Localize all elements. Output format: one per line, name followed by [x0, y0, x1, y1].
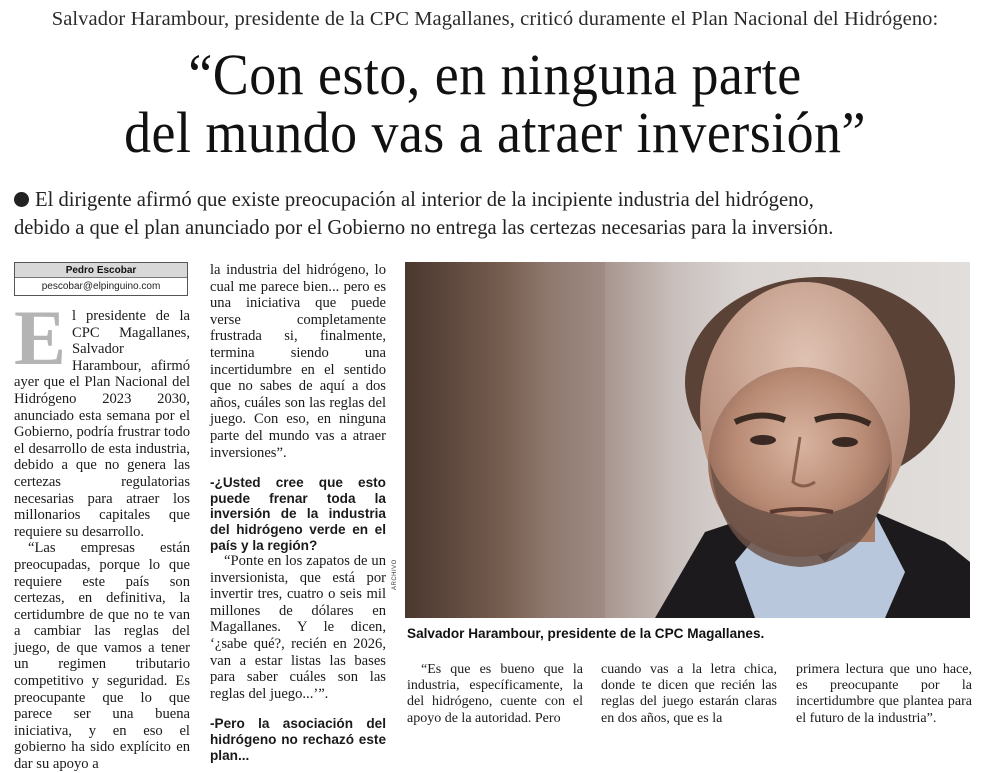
headline-line-1: “Con esto, en ninguna parte [188, 42, 802, 107]
portrait-photo [405, 262, 970, 618]
deck [14, 186, 980, 242]
column-5 [796, 662, 972, 727]
kicker: Salvador Harambour, presidente de la CPC Magallanes, criticó duramente el Plan Nacional del Hidrógeno: [51, 8, 939, 30]
paragraph-2: “Las empresas están preocupadas, porque lo que requiere este país son certezas, en definitiva, la certidumbre de que no te van a cambiar las reglas del juego, de que vamos a tener un regimen tributario competitivo y seguridad. Es preocupante que lo que parece ser una buena iniciativa, y en eso el gobierno ha sido explícito en dar su apoyo a [14, 540, 190, 773]
author-email: pescobar@elpinguino.com [41, 281, 161, 292]
deck-line-2: debido a que el plan anunciado por el Gobierno no entrega las certezas necesarias para la inversión. [14, 217, 834, 239]
portrait-illustration [405, 262, 970, 618]
bullet-icon [14, 192, 29, 207]
paragraph-5: “Es que es bueno que la industria, específicamente, la del hidrógeno, cuente con el apoyo de la autoridad. Pero [407, 662, 583, 726]
drop-cap: E [14, 294, 67, 381]
column-4 [601, 662, 777, 727]
author-name: Pedro Escobar [15, 263, 187, 278]
paragraph-1: l presidente de la CPC Magallanes, Salvador Harambour, afirmó ayer que el Plan Nacional del Hidrógeno 2023 2030, anunciado esta semana por el Gobierno, podría frustrar todo el desarrollo de esta industria, debido a que no genera las certezas regulatorias necesarias para atraer los millonarios capitales que requiere su desarrollo. [14, 308, 190, 540]
paragraph-7: primera lectura que uno hace, es preocupante por la incertidumbre que plantea para el futuro de la industria”. [796, 662, 972, 726]
headline [35, 42, 956, 165]
column-1 [14, 294, 190, 773]
byline-box [14, 262, 188, 296]
column-3 [407, 662, 583, 727]
deck-line-1: El dirigente afirmó que existe preocupación al interior de la incipiente industria del hidrógeno, [35, 189, 814, 211]
photo-caption: Salvador Harambour, presidente de la CPC Magallanes. [407, 626, 765, 641]
paragraph-6: cuando vas a la letra chica, donde te dicen que recién las reglas del juego estarán claras en dos años, que es la [601, 662, 777, 726]
photo-credit: ARCHIVO [392, 559, 398, 590]
interview-question-2: -Pero la asociación del hidrógeno no rechazó este plan... [210, 716, 386, 763]
paragraph-4: “Ponte en los zapatos de un inversionista, que está por invertir tres, cuatro o seis mil millones de dólares en Magallanes. Y le dicen, ‘¿sabe qué?, recién en 2026, van a estar listas las bases para saber cuáles son las reglas del juego...’”. [210, 553, 386, 702]
column-2 [210, 262, 386, 763]
headline-line-2: del mundo vas a atraer inversión” [124, 100, 866, 165]
interview-question-1: -¿Usted cree que esto puede frenar toda la inversión de la industria del hidrógeno verde en el país y la región? [210, 475, 386, 553]
paragraph-3: la industria del hidrógeno, lo cual me parece bien... pero es una iniciativa que puede verse completamente frustrada si, finalmente, termina siendo una incertidumbre en el sentido que no sabes de aquí a dos años, cuáles son las reglas del juego. Con eso, en ninguna parte del mundo vas a atraer inversiones”. [210, 262, 386, 461]
